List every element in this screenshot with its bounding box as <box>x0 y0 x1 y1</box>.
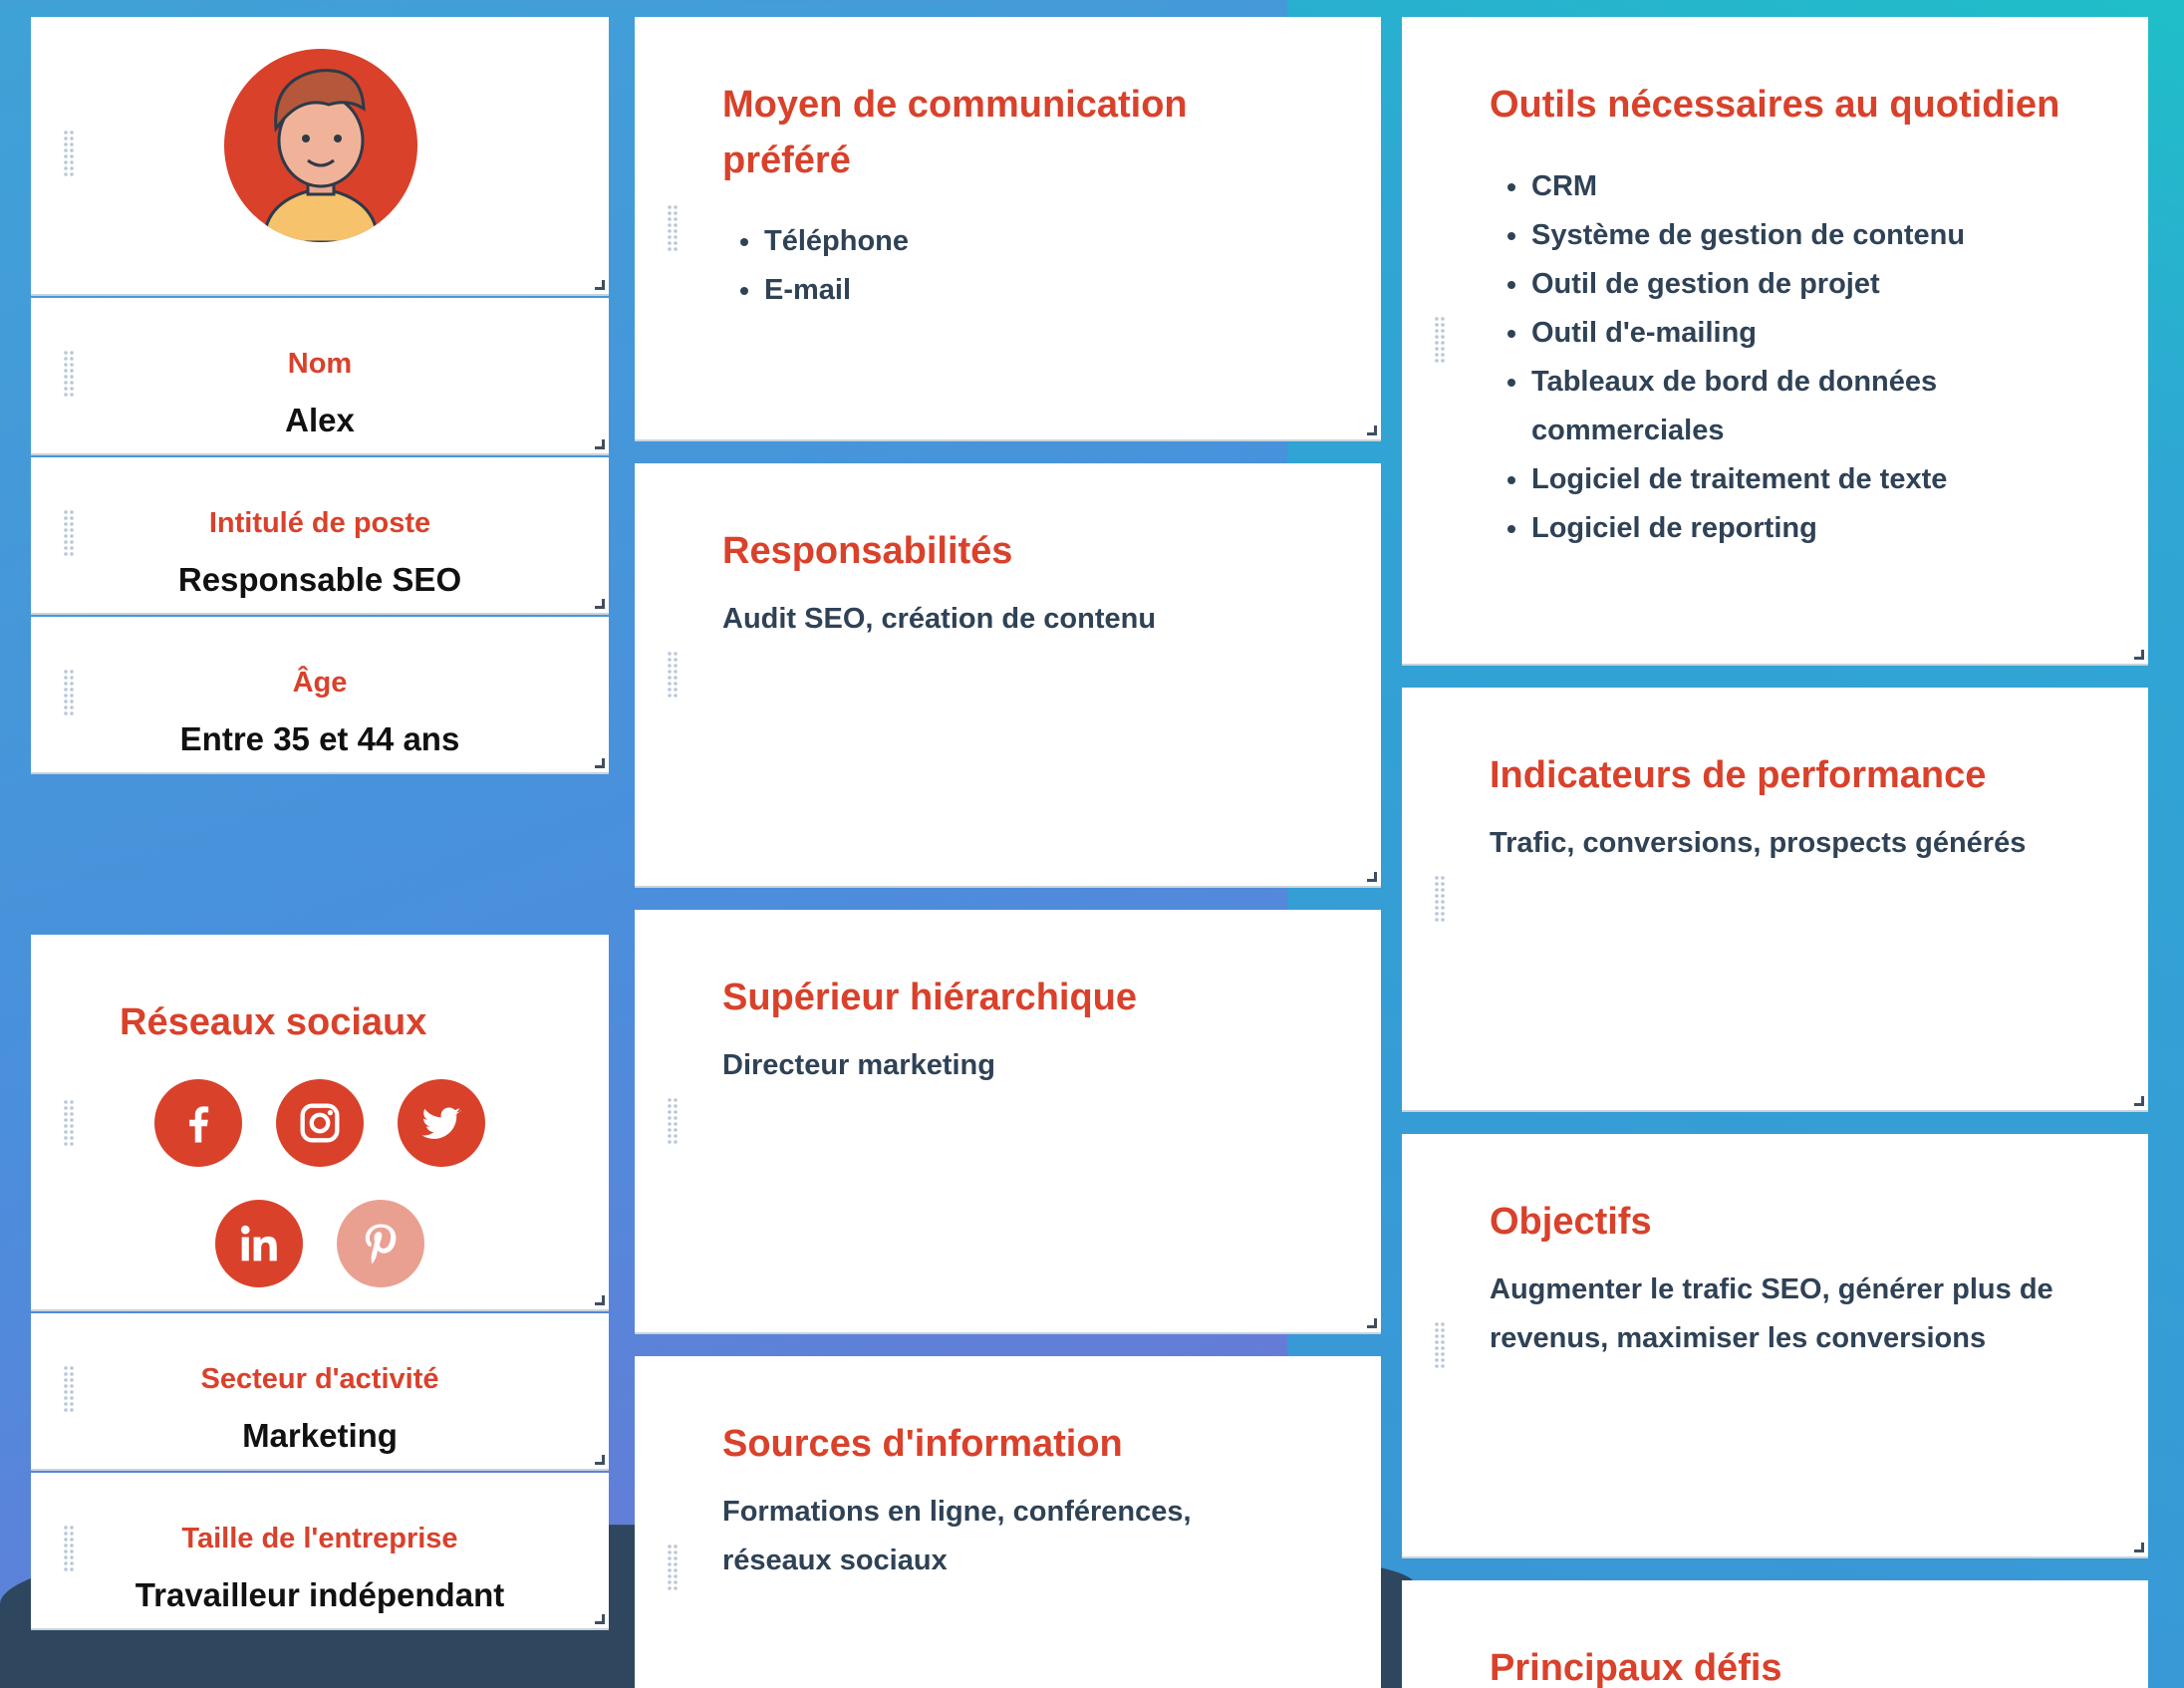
resize-handle[interactable] <box>595 439 605 449</box>
facebook-icon[interactable] <box>154 1079 242 1167</box>
field-label: Nom <box>287 348 353 380</box>
twitter-icon[interactable] <box>398 1079 485 1167</box>
pinterest-icon[interactable] <box>337 1200 424 1287</box>
resize-handle[interactable] <box>595 1455 605 1465</box>
pinterest-glyph <box>355 1218 407 1269</box>
resize-handle[interactable] <box>1367 425 1377 435</box>
drag-handle[interactable] <box>63 130 75 177</box>
manager-card[interactable] <box>635 910 1381 1334</box>
resize-handle[interactable] <box>595 1614 605 1624</box>
drag-handle[interactable] <box>1434 1321 1446 1369</box>
sources-title: Sources d'information <box>722 1423 1123 1465</box>
twitter-glyph <box>415 1097 467 1149</box>
field-card-job-title[interactable] <box>31 457 609 615</box>
resize-handle[interactable] <box>595 599 605 609</box>
kpi-text: Trafic, conversions, prospects générés <box>1490 827 2027 859</box>
instagram-icon[interactable] <box>276 1079 364 1167</box>
goals-text-line1: Augmenter le trafic SEO, générer plus de <box>1490 1273 2053 1305</box>
manager-text: Directeur marketing <box>722 1049 995 1081</box>
communication-title-line2: préféré <box>722 140 851 181</box>
responsibilities-title: Responsabilités <box>722 530 1013 572</box>
goals-text-line2: revenus, maximiser les conversions <box>1490 1322 1987 1354</box>
linkedin-icon[interactable] <box>215 1200 303 1287</box>
list-item: Téléphone <box>738 217 909 266</box>
responsibilities-text: Audit SEO, création de contenu <box>722 603 1157 635</box>
list-item: Tableaux de bord de données commerciales <box>1505 358 2004 455</box>
avatar-card[interactable] <box>31 17 609 296</box>
field-card-company-size[interactable] <box>31 1473 609 1630</box>
field-card-name[interactable] <box>31 298 609 455</box>
list-item: Outil d'e-mailing <box>1505 309 2004 358</box>
field-label: Intitulé de poste <box>208 507 431 539</box>
drag-handle[interactable] <box>1434 316 1446 364</box>
tools-list <box>1505 162 2004 553</box>
resize-handle[interactable] <box>2134 1096 2144 1106</box>
tools-title: Outils nécessaires au quotidien <box>1490 84 2060 126</box>
responsibilities-card[interactable] <box>635 463 1381 888</box>
communication-list <box>738 217 909 315</box>
resize-handle[interactable] <box>2134 1543 2144 1552</box>
field-label: Âge <box>292 667 348 699</box>
kpi-card[interactable] <box>1402 688 2148 1112</box>
list-item: Logiciel de traitement de texte <box>1505 455 2004 504</box>
drag-handle[interactable] <box>667 1097 679 1145</box>
list-item: CRM <box>1505 162 2004 211</box>
instagram-glyph <box>294 1097 346 1149</box>
avatar-illustration <box>224 49 417 242</box>
drag-handle[interactable] <box>1434 875 1446 923</box>
list-item: Système de gestion de contenu <box>1505 211 2004 260</box>
resize-handle[interactable] <box>2134 650 2144 660</box>
challenges-card[interactable] <box>1402 1580 2148 1688</box>
kpi-title: Indicateurs de performance <box>1490 754 1987 796</box>
sources-card[interactable] <box>635 1356 1381 1688</box>
tools-card[interactable] <box>1402 17 2148 666</box>
field-value: Alex <box>285 402 355 438</box>
resize-handle[interactable] <box>595 280 605 290</box>
list-item: Outil de gestion de projet <box>1505 260 2004 309</box>
field-card-age[interactable] <box>31 617 609 774</box>
field-value: Responsable SEO <box>177 561 462 598</box>
drag-handle[interactable] <box>667 204 679 252</box>
field-value: Entre 35 et 44 ans <box>179 720 460 757</box>
communication-title-line1: Moyen de communication <box>722 84 1188 126</box>
resize-handle[interactable] <box>1367 1318 1377 1328</box>
field-label: Secteur d'activité <box>200 1363 439 1395</box>
resize-handle[interactable] <box>595 758 605 768</box>
resize-handle[interactable] <box>1367 872 1377 882</box>
drag-handle[interactable] <box>667 1544 679 1591</box>
drag-handle[interactable] <box>667 651 679 699</box>
communication-card[interactable] <box>635 17 1381 441</box>
social-card[interactable] <box>31 935 609 1311</box>
field-value: Marketing <box>242 1417 398 1454</box>
sources-text-line2: réseaux sociaux <box>722 1545 948 1576</box>
challenges-title: Principaux défis <box>1490 1647 1782 1688</box>
facebook-glyph <box>172 1097 224 1149</box>
avatar <box>224 49 417 242</box>
resize-handle[interactable] <box>595 1295 605 1305</box>
field-label: Taille de l'entreprise <box>181 1523 458 1554</box>
field-value: Travailleur indépendant <box>135 1576 505 1613</box>
list-item: E-mail <box>738 266 909 315</box>
list-item: Logiciel de reporting <box>1505 504 2004 553</box>
manager-title: Supérieur hiérarchique <box>722 977 1138 1018</box>
linkedin-glyph <box>233 1218 285 1269</box>
goals-title: Objectifs <box>1490 1201 1652 1243</box>
social-title: Réseaux sociaux <box>120 1001 427 1043</box>
drag-handle[interactable] <box>63 1099 75 1147</box>
goals-card[interactable] <box>1402 1134 2148 1558</box>
field-card-industry[interactable] <box>31 1313 609 1471</box>
sources-text-line1: Formations en ligne, conférences, <box>722 1496 1192 1528</box>
